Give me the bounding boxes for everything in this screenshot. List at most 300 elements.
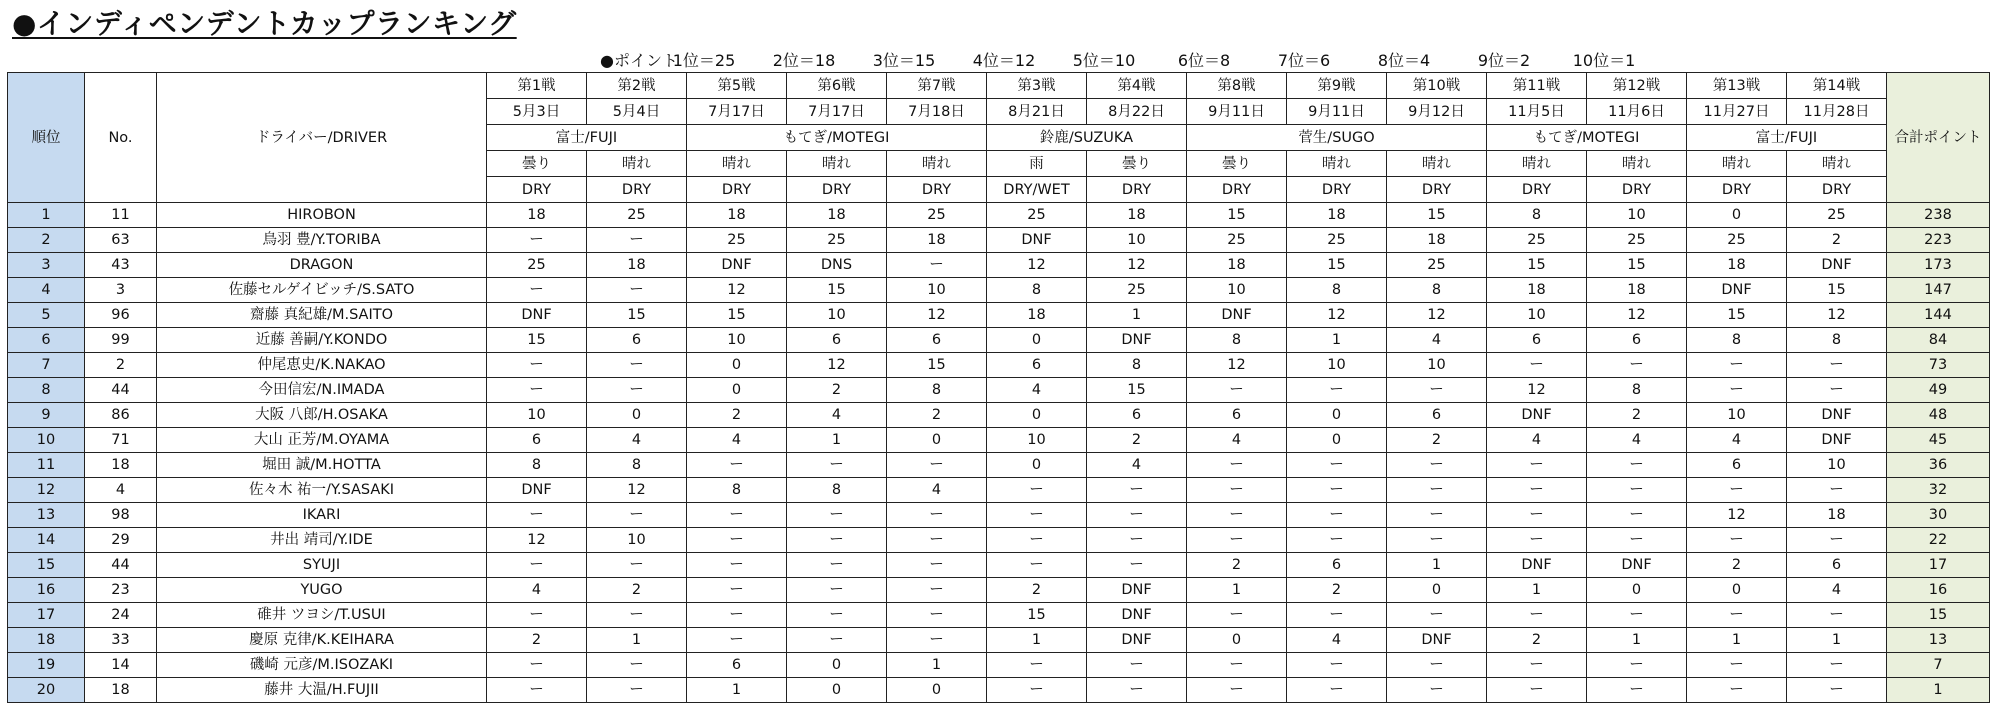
score-cell: 0 [1687,203,1787,228]
score-cell: ー [1187,503,1287,528]
rank-cell: 10 [8,428,85,453]
driver-name-cell: SYUJI [157,553,487,578]
table-row [8,428,1990,453]
score-cell: 25 [1687,228,1787,253]
score-cell: ー [1087,653,1187,678]
score-cell: ー [1287,528,1387,553]
score-cell: 25 [1487,228,1587,253]
round-track-condition: DRY [1287,177,1387,203]
score-cell: 0 [1187,628,1287,653]
score-cell: 8 [1587,378,1687,403]
rank-cell: 11 [8,453,85,478]
rank-cell: 9 [8,403,85,428]
score-cell: 15 [787,278,887,303]
score-cell: 10 [1487,303,1587,328]
score-cell: 10 [1787,453,1887,478]
score-cell: ー [1387,603,1487,628]
score-cell: ー [1487,453,1587,478]
car-number-cell: 96 [85,303,157,328]
score-cell: 0 [1287,428,1387,453]
rank-cell: 5 [8,303,85,328]
score-cell: 10 [1287,353,1387,378]
score-cell: 15 [1287,253,1387,278]
score-cell: 6 [1387,403,1487,428]
score-cell: 0 [1387,578,1487,603]
score-cell: 15 [487,328,587,353]
score-cell: 18 [1287,203,1387,228]
rank-cell: 17 [8,603,85,628]
round-track-condition: DRY [1187,177,1287,203]
round-date: 9月11日 [1287,99,1387,125]
round-track-condition: DRY [1487,177,1587,203]
points-7th: 7位＝6 [1277,51,1331,70]
score-cell: ー [1387,503,1487,528]
score-cell: DNF [1187,303,1287,328]
round-weather: 晴れ [1387,151,1487,177]
score-cell: ー [1587,653,1687,678]
score-cell: ー [587,603,687,628]
score-cell: ー [487,378,587,403]
score-cell: 10 [987,428,1087,453]
score-cell: ー [1187,678,1287,703]
score-cell: ー [787,578,887,603]
score-cell: 6 [1487,328,1587,353]
round-date: 7月17日 [687,99,787,125]
rank-cell: 14 [8,528,85,553]
round-weather: 晴れ [1687,151,1787,177]
rank-cell: 19 [8,653,85,678]
round-weather: 晴れ [1287,151,1387,177]
score-cell: ー [1187,603,1287,628]
rank-cell: 12 [8,478,85,503]
total-cell: 36 [1887,453,1990,478]
score-cell: ー [487,228,587,253]
score-cell: ー [1587,478,1687,503]
score-cell: 18 [1687,253,1787,278]
round-date: 11月27日 [1687,99,1787,125]
score-cell: 15 [887,353,987,378]
rank-cell: 1 [8,203,85,228]
score-cell: 12 [987,253,1087,278]
score-cell: 4 [1787,578,1887,603]
score-cell: 12 [587,478,687,503]
score-cell: 8 [787,478,887,503]
round-weather: 晴れ [787,151,887,177]
round-date: 7月17日 [787,99,887,125]
driver-name-cell: 磯崎 元彦/M.ISOZAKI [157,653,487,678]
score-cell: ー [1187,378,1287,403]
score-cell: 4 [987,378,1087,403]
score-cell: ー [687,553,787,578]
score-cell: 2 [1187,553,1287,578]
score-cell: ー [887,578,987,603]
score-cell: 1 [1187,578,1287,603]
score-cell: 0 [1287,403,1387,428]
score-cell: DNF [1787,403,1887,428]
total-cell: 49 [1887,378,1990,403]
rank-cell: 4 [8,278,85,303]
score-cell: 6 [587,328,687,353]
score-cell: ー [1187,453,1287,478]
driver-name-cell: 近藤 善嗣/Y.KONDO [157,328,487,353]
score-cell: ー [787,628,887,653]
ranking-table [7,72,1990,703]
header-total: 合計ポイント [1887,73,1990,203]
total-cell: 13 [1887,628,1990,653]
round-track-condition: DRY [887,177,987,203]
driver-name-cell: 齋藤 真紀雄/M.SAITO [157,303,487,328]
car-number-cell: 18 [85,453,157,478]
car-number-cell: 63 [85,228,157,253]
total-cell: 17 [1887,553,1990,578]
score-cell: 10 [1087,228,1187,253]
round-weather: 曇り [1187,151,1287,177]
total-cell: 48 [1887,403,1990,428]
score-cell: ー [687,603,787,628]
score-cell: ー [887,503,987,528]
round-track-condition: DRY [787,177,887,203]
total-cell: 32 [1887,478,1990,503]
score-cell: 25 [787,228,887,253]
score-cell: 25 [1087,278,1187,303]
score-cell: 25 [587,203,687,228]
score-cell: 8 [687,478,787,503]
score-cell: 10 [787,303,887,328]
points-9th: 9位＝2 [1477,51,1531,70]
round-label: 第13戦 [1687,73,1787,99]
round-track-condition: DRY [1787,177,1887,203]
score-cell: ー [1687,528,1787,553]
score-cell: DNF [1087,603,1187,628]
score-cell: ー [1687,678,1787,703]
score-cell: 10 [1387,353,1487,378]
rank-cell: 13 [8,503,85,528]
table-row [8,628,1990,653]
round-track-condition: DRY [1587,177,1687,203]
total-cell: 30 [1887,503,1990,528]
score-cell: 0 [1687,578,1787,603]
score-cell: 1 [787,428,887,453]
table-row [8,353,1990,378]
score-cell: 8 [1487,203,1587,228]
score-cell: 18 [1487,278,1587,303]
score-cell: ー [1787,678,1887,703]
score-cell: 2 [887,403,987,428]
score-cell: ー [487,503,587,528]
score-cell: 0 [987,328,1087,353]
score-cell: 8 [1287,278,1387,303]
score-cell: 18 [1387,228,1487,253]
points-10th: 10位＝1 [1572,51,1636,70]
table-row [8,328,1990,353]
score-cell: ー [887,603,987,628]
car-number-cell: 99 [85,328,157,353]
round-label: 第9戦 [1287,73,1387,99]
score-cell: ー [1487,528,1587,553]
car-number-cell: 11 [85,203,157,228]
score-cell: 6 [787,328,887,353]
score-cell: 18 [987,303,1087,328]
score-cell: ー [687,628,787,653]
score-cell: 25 [1787,203,1887,228]
score-cell: 1 [1587,628,1687,653]
table-row [8,378,1990,403]
score-cell: 1 [687,678,787,703]
driver-name-cell: 慶原 克律/K.KEIHARA [157,628,487,653]
score-cell: ー [987,478,1087,503]
score-cell: ー [587,503,687,528]
score-cell: ー [1087,553,1187,578]
score-cell: 1 [887,653,987,678]
score-cell: 1 [1687,628,1787,653]
score-cell: DNF [487,478,587,503]
points-label: ●ポイント [600,51,678,70]
table-row [8,478,1990,503]
score-cell: 1 [1087,303,1187,328]
score-cell: DNF [1587,553,1687,578]
score-cell: ー [1487,603,1587,628]
score-cell: 6 [887,328,987,353]
score-cell: ー [1087,503,1187,528]
score-cell: 8 [1087,353,1187,378]
score-cell: 12 [687,278,787,303]
score-cell: 10 [887,278,987,303]
driver-name-cell: DRAGON [157,253,487,278]
table-row [8,678,1990,703]
score-cell: 0 [887,428,987,453]
table-row [8,228,1990,253]
score-cell: 2 [1087,428,1187,453]
score-cell: ー [1287,378,1387,403]
score-cell: 2 [1487,628,1587,653]
score-cell: 2 [487,628,587,653]
round-label: 第8戦 [1187,73,1287,99]
score-cell: 4 [587,428,687,453]
score-cell: DNF [1787,253,1887,278]
score-cell: 8 [587,453,687,478]
rank-cell: 20 [8,678,85,703]
score-cell: 12 [887,303,987,328]
score-cell: 12 [1087,253,1187,278]
score-cell: ー [787,503,887,528]
round-label: 第7戦 [887,73,987,99]
points-5th: 5位＝10 [1072,51,1136,70]
score-cell: 10 [1187,278,1287,303]
score-cell: 1 [1287,328,1387,353]
score-cell: 0 [587,403,687,428]
rank-cell: 15 [8,553,85,578]
round-label: 第6戦 [787,73,887,99]
venue-label: 富士/FUJI [1687,125,1887,151]
score-cell: 15 [1687,303,1787,328]
round-label: 第14戦 [1787,73,1887,99]
score-cell: 25 [1387,253,1487,278]
score-cell: ー [1387,678,1487,703]
round-date: 5月3日 [487,99,587,125]
score-cell: 10 [1687,403,1787,428]
total-cell: 238 [1887,203,1990,228]
score-cell: 15 [987,603,1087,628]
round-weather: 晴れ [1587,151,1687,177]
round-label: 第11戦 [1487,73,1587,99]
round-date: 9月12日 [1387,99,1487,125]
total-cell: 16 [1887,578,1990,603]
table-row [8,553,1990,578]
round-weather: 晴れ [1787,151,1887,177]
driver-name-cell: 堀田 誠/M.HOTTA [157,453,487,478]
table-body [8,203,1990,703]
score-cell: 8 [1787,328,1887,353]
score-cell: ー [1487,653,1587,678]
score-cell: 25 [887,203,987,228]
score-cell: 18 [487,203,587,228]
score-cell: 4 [887,478,987,503]
score-cell: 2 [587,578,687,603]
driver-name-cell: 佐藤セルゲイビッチ/S.SATO [157,278,487,303]
score-cell: 4 [487,578,587,603]
score-cell: 6 [1587,328,1687,353]
score-cell: ー [1287,653,1387,678]
car-number-cell: 29 [85,528,157,553]
score-cell: 6 [1787,553,1887,578]
score-cell: 6 [487,428,587,453]
score-cell: ー [1387,453,1487,478]
score-cell: ー [787,553,887,578]
score-cell: 8 [1687,328,1787,353]
points-8th: 8位＝4 [1377,51,1431,70]
car-number-cell: 23 [85,578,157,603]
table-row [8,503,1990,528]
points-1st: 1位＝25 [672,51,736,70]
car-number-cell: 44 [85,378,157,403]
driver-name-cell: HIROBON [157,203,487,228]
score-cell: ー [1287,503,1387,528]
score-cell: 0 [687,353,787,378]
score-cell: ー [587,653,687,678]
round-track-condition: DRY [487,177,587,203]
score-cell: 1 [1387,553,1487,578]
round-date: 8月22日 [1087,99,1187,125]
car-number-cell: 24 [85,603,157,628]
driver-name-cell: 大山 正芳/M.OYAMA [157,428,487,453]
round-weather: 雨 [987,151,1087,177]
car-number-cell: 43 [85,253,157,278]
score-cell: 1 [1787,628,1887,653]
car-number-cell: 3 [85,278,157,303]
score-cell: ー [787,603,887,628]
score-cell: ー [1787,653,1887,678]
table-row [8,303,1990,328]
points-3rd: 3位＝15 [872,51,936,70]
total-cell: 7 [1887,653,1990,678]
rank-cell: 2 [8,228,85,253]
score-cell: ー [1387,528,1487,553]
score-cell: 8 [887,378,987,403]
score-cell: ー [587,378,687,403]
score-cell: ー [1687,353,1787,378]
score-cell: ー [887,253,987,278]
score-cell: 1 [987,628,1087,653]
score-cell: ー [987,553,1087,578]
score-cell: 18 [887,228,987,253]
score-cell: DNF [1387,628,1487,653]
round-label: 第10戦 [1387,73,1487,99]
score-cell: 12 [1587,303,1687,328]
score-cell: ー [787,528,887,553]
score-cell: ー [1587,528,1687,553]
total-cell: 1 [1887,678,1990,703]
round-date: 7月18日 [887,99,987,125]
score-cell: 18 [1187,253,1287,278]
table-row [8,528,1990,553]
car-number-cell: 2 [85,353,157,378]
score-cell: 2 [1287,578,1387,603]
table-row [8,253,1990,278]
score-cell: 12 [1387,303,1487,328]
table-row [8,603,1990,628]
car-number-cell: 14 [85,653,157,678]
round-track-condition: DRY [1687,177,1787,203]
score-cell: ー [487,603,587,628]
score-cell: 0 [987,453,1087,478]
score-cell: ー [1287,453,1387,478]
round-label: 第3戦 [987,73,1087,99]
score-cell: 2 [987,578,1087,603]
score-cell: 0 [687,378,787,403]
score-cell: ー [487,353,587,378]
score-cell: ー [487,653,587,678]
score-cell: ー [487,553,587,578]
round-date: 11月5日 [1487,99,1587,125]
rank-cell: 3 [8,253,85,278]
total-cell: 147 [1887,278,1990,303]
header-rank: 順位 [8,73,85,203]
score-cell: 4 [787,403,887,428]
driver-name-cell: 仲尾恵史/K.NAKAO [157,353,487,378]
score-cell: 4 [1287,628,1387,653]
total-cell: 73 [1887,353,1990,378]
score-cell: 18 [1787,503,1887,528]
round-track-condition: DRY [1387,177,1487,203]
driver-name-cell: 藤井 大温/H.FUJII [157,678,487,703]
score-cell: DNF [1487,553,1587,578]
total-cell: 84 [1887,328,1990,353]
score-cell: 6 [1187,403,1287,428]
score-cell: ー [887,528,987,553]
score-cell: ー [1787,528,1887,553]
score-cell: 4 [1687,428,1787,453]
score-cell: 4 [1387,328,1487,353]
driver-name-cell: 鳥羽 豊/Y.TORIBA [157,228,487,253]
round-track-condition: DRY [1087,177,1187,203]
score-cell: 18 [787,203,887,228]
round-weather: 晴れ [1487,151,1587,177]
round-label: 第4戦 [1087,73,1187,99]
round-label: 第12戦 [1587,73,1687,99]
total-cell: 45 [1887,428,1990,453]
score-cell: ー [1287,678,1387,703]
points-4th: 4位＝12 [972,51,1036,70]
score-cell: DNF [1487,403,1587,428]
round-weather: 晴れ [887,151,987,177]
score-cell: ー [1587,353,1687,378]
score-cell: ー [887,628,987,653]
score-cell: ー [1787,478,1887,503]
round-track-condition: DRY/WET [987,177,1087,203]
score-cell: 4 [1487,428,1587,453]
score-cell: ー [1587,603,1687,628]
score-cell: 25 [487,253,587,278]
